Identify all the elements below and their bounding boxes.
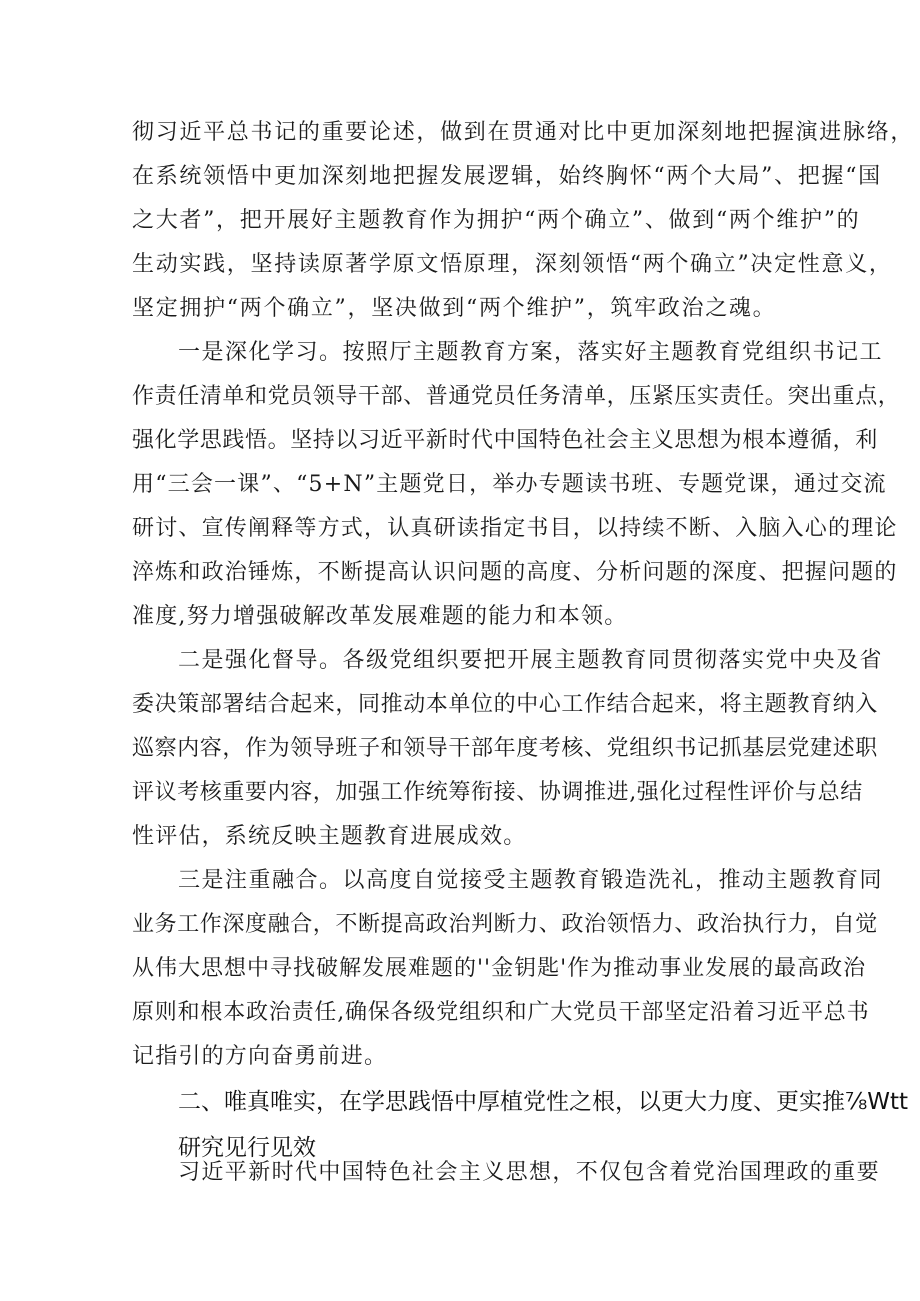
text-line: 坚定拥护“两个确立”，坚决做到“两个维护”，筑牢政治之魂。 xyxy=(132,296,777,321)
section-heading-line: 研究见行见效 xyxy=(178,1135,316,1161)
text-line: 研讨、宣传阐释等方式，认真研读指定书目，以持续不断、入脑入心的理论 xyxy=(132,516,898,541)
text-line: 评议考核重要内容，加强工作统筹衔接、协调推进,强化过程性评价与总结 xyxy=(132,780,863,805)
text-line: 性评估，系统反映主题教育进展成效。 xyxy=(132,824,527,849)
text-line: 二是强化督导。各级党组织要把开展主题教育同贯彻落实党中央及省 xyxy=(178,648,884,673)
text-line: 在系统领悟中更加深刻地把握发展逻辑，始终胸怀“两个大局”、把握“国 xyxy=(132,164,882,189)
text-line: 淬炼和政治锤炼，不断提高认识问题的高度、分析问题的深度、把握问题的 xyxy=(132,560,898,585)
text-line: 彻习近平总书记的重要论述，做到在贯通对比中更加深刻地把握演进脉络， xyxy=(132,120,915,145)
text-line: 业务工作深度融合，不断提高政治判断力、政治领悟力、政治执行力，自觉 xyxy=(132,912,878,937)
text-line: 准度,努力增强破解改革发展难题的能力和本领。 xyxy=(132,604,628,629)
text-line: 原则和根本政治责任,确保各级党组织和广大党员干部坚定沿着习近平总书 xyxy=(132,1000,870,1025)
text-line: 巡察内容，作为领导班子和领导干部年度考核、党组织书记抓基层党建述职 xyxy=(132,736,878,761)
text-line: 用“三会一课”、“5+N”主题党日，举办专题读书班、专题党课，通过交流 xyxy=(132,472,887,497)
text-line: 委决策部署结合起来，同推动本单位的中心工作结合起来，将主题教育纳入 xyxy=(132,692,878,717)
section-heading-line: 二、唯真唯实，在学思践悟中厚植党性之根，以更大力度、更实推⅞Wtt xyxy=(178,1089,909,1115)
text-line: 生动实践，坚持读原著学原文悟原理，深刻领悟“两个确立”决定性意义， xyxy=(132,252,893,277)
text-line: 习近平新时代中国特色社会主义思想，不仅包含着党治国理政的重要 xyxy=(178,1160,881,1185)
text-line: 强化学思践悟。坚持以习近平新时代中国特色社会主义思想为根本遵循，利 xyxy=(132,428,878,453)
text-line: 三是注重融合。以高度自觉接受主题教育锻造洗礼，推动主题教育同 xyxy=(178,868,884,893)
text-line: 作责任清单和党员领导干部、普通党员任务清单，压紧压实责任。突出重点， xyxy=(132,384,901,409)
text-line: 之大者”，把开展好主题教育作为拥护“两个确立”、做到“两个维护”的 xyxy=(132,208,861,233)
text-line: 一是深化学习。按照厅主题教育方案，落实好主题教育党组织书记工 xyxy=(178,340,884,365)
text-line: 记指引的方向奋勇前进。 xyxy=(132,1044,388,1069)
text-line: 从伟大思想中寻找破解发展难题的''金钥匙'作为推动事业发展的最高政治 xyxy=(132,956,867,981)
